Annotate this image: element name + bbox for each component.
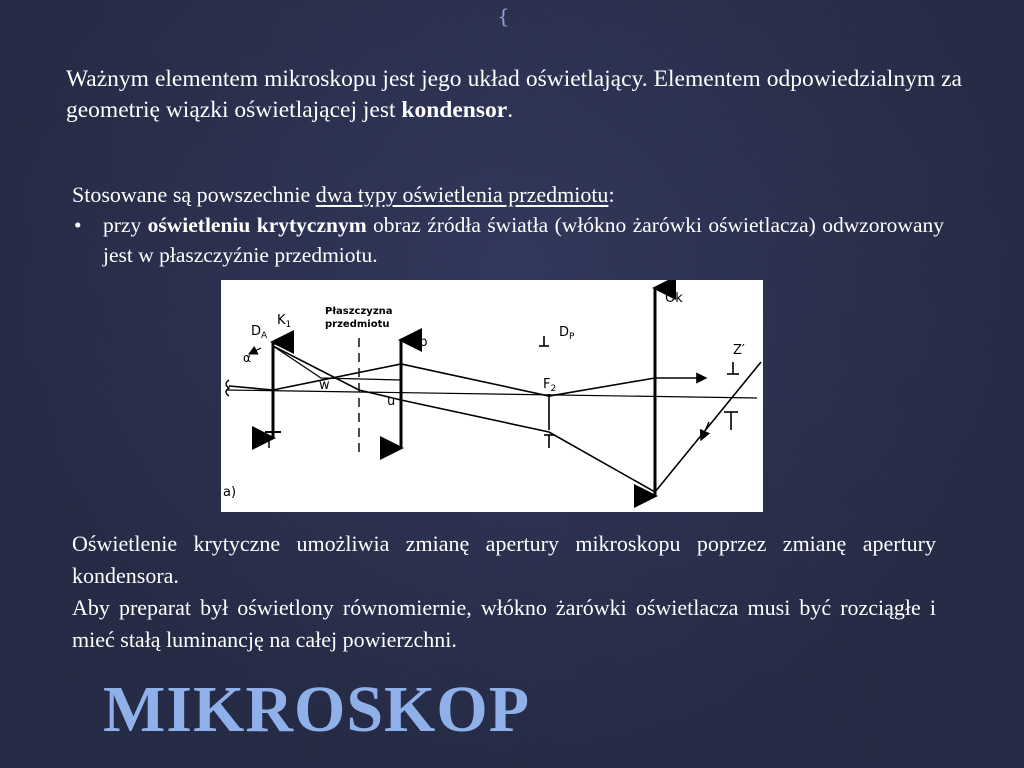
label-a: a) [223, 485, 237, 500]
types-lead-underlined: dwa typy oświetlenia przedmiotu [315, 182, 609, 207]
label-alpha: α [243, 351, 251, 365]
conclusion-section [72, 528, 936, 656]
label-w: w [319, 378, 330, 393]
conclusion-paragraph-2: Aby preparat był oświetlony równomiernie, włókno żarówki oświetlacza musi być rozciągłe i mieć stałą luminancję na całej powierzchni. [72, 595, 936, 652]
types-lead [72, 180, 944, 210]
label-k1: $K_1$ [277, 313, 292, 330]
bullet-text-end: obraz źródła światła (włókno żarówki oświetlacza) odwzorowany jest w płaszczyźnie przedmiotu. [103, 213, 944, 267]
optics-diagram-svg [221, 280, 763, 512]
intro-end: . [507, 97, 514, 123]
intro-text: Ważnym elementem mikroskopu jest jego układ oświetlający. Elementem odpowiedzialnym za geometrię wiązki oświetlającej jest [66, 66, 962, 123]
illumination-types-section [72, 180, 944, 270]
intro-bold-term: kondensor [401, 97, 508, 123]
label-plane-line2: przedmiotu [325, 319, 390, 330]
label-z-prime: Z′ [733, 343, 745, 358]
corner-brace-decoration: { [497, 4, 510, 28]
types-lead-text: Stosowane są powszechnie [72, 182, 316, 207]
optical-axis [227, 390, 757, 398]
label-plane-line1: Płaszczyzna [325, 306, 393, 317]
intro-paragraph [66, 64, 962, 126]
conclusion-paragraph-1: Oświetlenie krytyczne umożliwia zmianę apertury mikroskopu poprzez zmianę apertury kondensora. [72, 531, 936, 588]
ray-lower-path [273, 346, 761, 492]
label-u: u [387, 394, 396, 409]
types-lead-colon: : [608, 182, 615, 207]
bullet-text-start: przy [103, 213, 148, 237]
label-ok: Ok [665, 291, 683, 306]
ray-return-arrow [701, 422, 709, 440]
ray-aperture-path [273, 346, 401, 380]
label-ob: Ob [409, 335, 428, 350]
filament-source-icon [226, 380, 229, 396]
label-f2: $F_2$ [543, 377, 557, 394]
label-da: $D_A$ [251, 324, 268, 341]
bullet-critical-illumination [72, 210, 944, 270]
bullet-bold-term: oświetleniu krytycznym [147, 213, 367, 237]
critical-illumination-diagram [221, 280, 763, 512]
label-dp: $D_P$ [559, 325, 575, 342]
slide-title: MIKROSKOP [103, 673, 531, 746]
bullet-dot: • [74, 213, 82, 237]
